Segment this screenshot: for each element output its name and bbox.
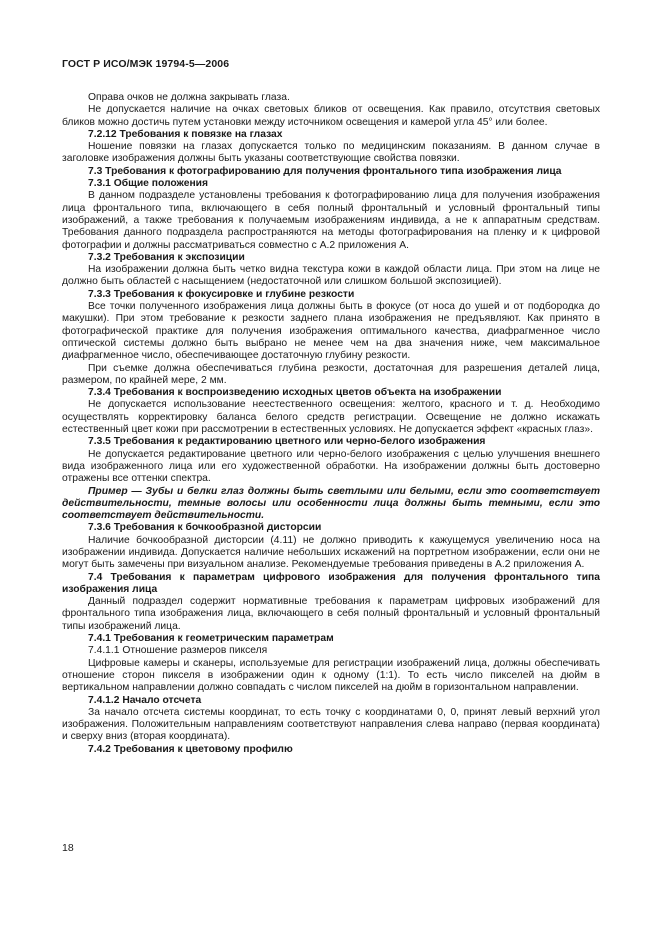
paragraph: Не допускается редактирование цветного или черно-белого изображения с целью улучшения внешнего вида изображенного лица или его художественной обработки. На изображении должны быть достоверно отражены все оттенки спектра. — [62, 448, 600, 485]
subsection-title: 7.4.1.1 Отношение размеров пикселя — [88, 645, 268, 657]
paragraph: При съемке должна обеспечиваться глубина резкости, достаточная для разрешения деталей лица, размером, по крайней мере, 2 мм. — [62, 362, 600, 386]
section-heading: 7.4 Требования к параметрам цифрового изображения для получения фронтального типа изображения лица — [62, 571, 600, 595]
document-body — [62, 92, 600, 756]
paragraph: Не допускается использование неестественного освещения: желтого, красного и т. д. Необходимо осуществлять корректировку баланса белого средств регистрации. Освещение не должно искажать естественный цвет кожи при рассмотрении в естественных условиях. Не допускается эффект «красных глаз». — [62, 399, 600, 436]
section-heading: 7.3.4 Требования к воспроизведению исходных цветов объекта на изображении — [88, 387, 502, 399]
paragraph: За начало отсчета системы координат, то есть точку с координатами 0, 0, принят левый верхний угол изображения. Положительным направлениям соответствуют направления слева направо (первая координата) и сверху вниз (вторая координата). — [62, 706, 600, 743]
section-heading: 7.3.5 Требования к редактированию цветного или черно-белого изображения — [88, 436, 486, 448]
section-heading: 7.4.1.2 Начало отсчета — [88, 694, 202, 706]
section-heading: 7.3.1 Общие положения — [88, 178, 208, 190]
section-heading: 7.2.12 Требования к повязке на глазах — [88, 128, 283, 140]
paragraph: Оправа очков не должна закрывать глаза. — [88, 92, 290, 103]
paragraph: Все точки полученного изображения лица должны быть в фокусе (от носа до ушей и от подбородка до макушки). При этом требование к резкости заднего плана изображения не предъявляют. Как принято в фотографической практике для получения изображения оптимального качества, диафрагменное число оптической системы должно быть выбрано не менее чем на два значения ниже, чем максимальное диафрагменное число, обеспечивающее достаточную глубину резкости. — [62, 301, 600, 362]
paragraph: На изображении должна быть четко видна текстура кожи в каждой области лица. При этом на лице не должно быть областей с насыщением (недостаточной или слишком большой экспозицией). — [62, 264, 600, 288]
section-heading: 7.3.6 Требования к бочкообразной дисторсии — [88, 522, 322, 534]
paragraph: Ношение повязки на глазах допускается только по медицинским показаниям. В данном случае в заголовке изображения должны быть указаны соответствующие свойства повязки. — [62, 141, 600, 165]
section-heading: 7.3.2 Требования к экспозиции — [88, 251, 245, 263]
paragraph: Наличие бочкообразной дисторсии (4.11) не должно приводить к кажущемуся увеличению носа на изображении индивида. Допускается наличие небольших искажений на портретном изображении, если они не могут быть замечены при визуальном анализе. Рекомендуемые требования приведены в А.2 приложения А. — [62, 534, 600, 571]
section-heading: 7.4.1 Требования к геометрическим параметрам — [88, 633, 334, 645]
paragraph: Данный подраздел содержит нормативные требования к параметрам цифровых изображений для фронтального типа изображения лица, включающего в себя полный фронтальный и условный фронтальный типы изображений лица. — [62, 596, 600, 632]
paragraph: Цифровые камеры и сканеры, используемые для регистрации изображений лица, должны обеспечивать отношение сторон пикселя в изображении один к одному (1:1). То есть число пикселей на дюйм в вертикальном направлении должно совпадать с числом пикселей на дюйм в горизонтальном направлении. — [62, 657, 600, 694]
example-note: Пример — Зубы и белки глаз должны быть светлыми или белыми, если это соответствует действительности, темные волосы или особенности лица должны быть темными, если это соответствует действительности. — [62, 485, 600, 522]
paragraph: Не допускается наличие на очках световых бликов от освещения. Как правило, отсутствия световых бликов можно достичь путем установки между источником освещения и камерой угла 45° или более. — [62, 104, 600, 128]
document-header: ГОСТ Р ИСО/МЭК 19794-5—2006 — [62, 58, 230, 70]
section-heading: 7.4.2 Требования к цветовому профилю — [88, 743, 293, 755]
paragraph: В данном подразделе установлены требования к фотографированию лица для получения изображения лица фронтального типа, включающего в себя полный фронтальный и условный фронтальный типы изображений, а также требования к получаемым изображениям индивида, а не к аппаратным средствам. Требования данного подраздела распространяются на методы фотографирования на пленку и к цифровой фотографии и должны рассматриваться совместно с А.2 приложения А. — [62, 190, 600, 251]
section-heading: 7.3.3 Требования к фокусировке и глубине резкости — [88, 288, 355, 300]
section-heading: 7.3 Требования к фотографированию для получения фронтального типа изображения лица — [88, 165, 562, 177]
page-number: 18 — [62, 842, 74, 854]
